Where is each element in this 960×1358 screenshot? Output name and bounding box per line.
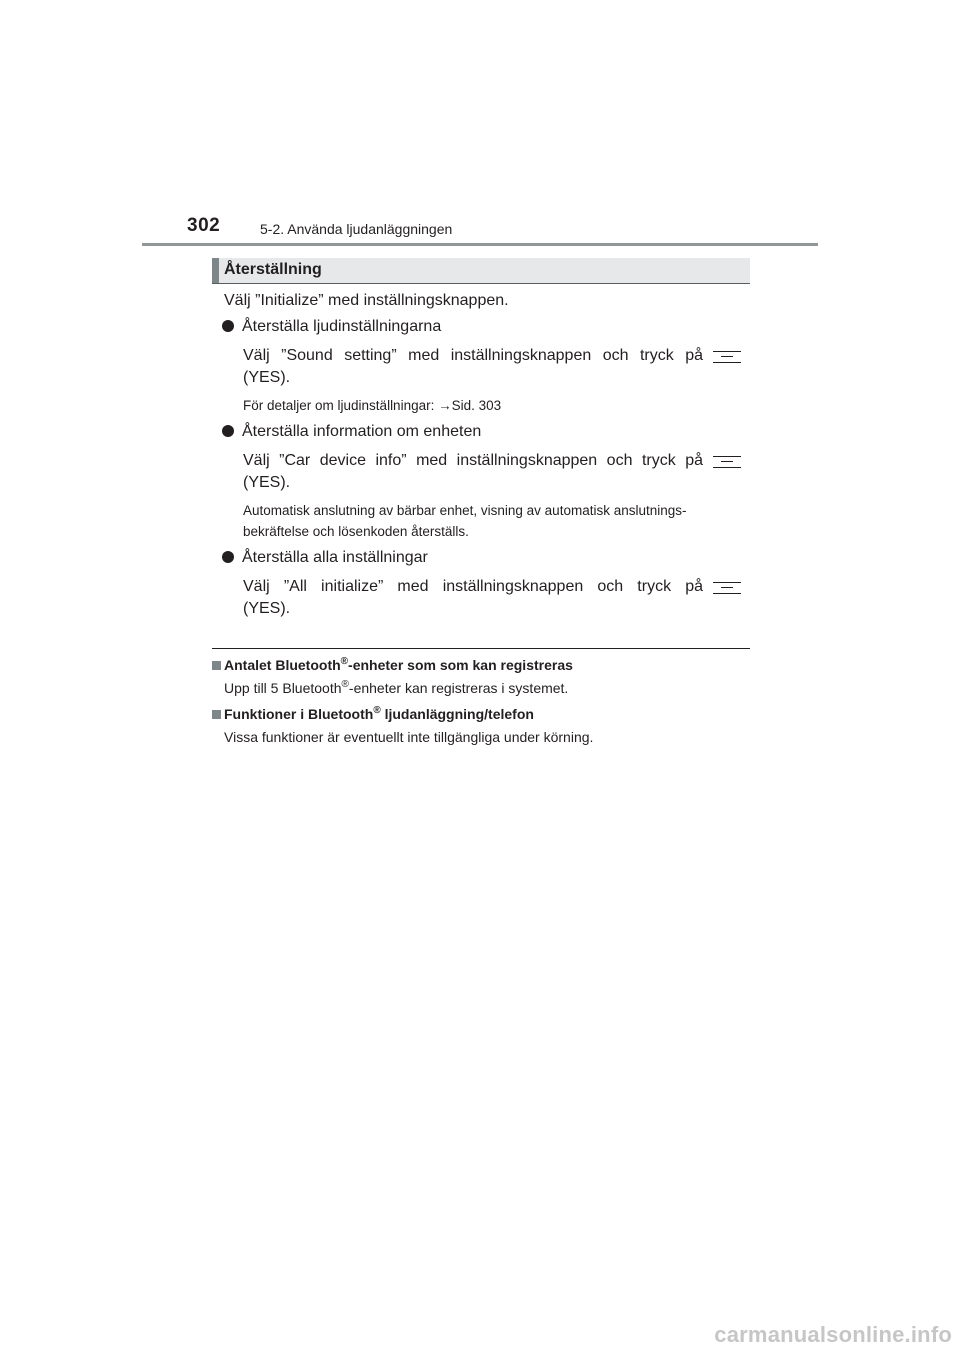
instruction-line: Välj ”All initialize” med inställningsknappen och tryck på xyxy=(243,578,703,595)
section-header xyxy=(212,258,750,284)
instruction-line: Välj ”Sound setting” med inställningsknappen och tryck på xyxy=(243,347,703,364)
bullet-icon xyxy=(222,320,234,332)
bullet-heading: Återställa information om enheten xyxy=(242,423,482,440)
square-bullet-icon xyxy=(212,710,221,719)
watermark: carmanualsonline.info xyxy=(714,1322,952,1347)
bullet-item xyxy=(222,549,428,567)
yes-button-icon xyxy=(713,351,741,363)
yes-button-icon xyxy=(713,582,741,594)
instruction-line: (YES). xyxy=(243,369,291,386)
bullet-item xyxy=(222,318,441,336)
note-text: Automatisk anslutning av bärbar enhet, visning av automatisk anslutnings- xyxy=(243,503,687,518)
note-text: bekräftelse och lösenkoden återställs. xyxy=(243,524,469,539)
header-rule xyxy=(142,243,818,246)
instruction-line: Välj ”Car device info” med inställningsknappen och tryck på xyxy=(243,452,703,469)
note-body: Vissa funktioner är eventuellt inte tillgängliga under körning. xyxy=(224,729,594,745)
note-heading: Funktioner i Bluetooth® ljudanläggning/telefon xyxy=(212,706,534,722)
yes-button-icon xyxy=(713,456,741,468)
bullet-icon xyxy=(222,425,234,437)
page-number: 302 xyxy=(187,215,221,236)
note-heading: Antalet Bluetooth®-enheter som som kan registreras xyxy=(212,657,573,673)
bullet-item xyxy=(222,423,481,441)
bullet-heading: Återställa ljudinställningarna xyxy=(242,318,442,335)
section-divider xyxy=(212,648,750,649)
bullet-icon xyxy=(222,551,234,563)
note-text: För detaljer om ljudinställningar: →Sid. 303 xyxy=(243,398,502,413)
section-accent xyxy=(212,258,219,283)
intro-text: Välj ”Initialize” med inställningsknappen. xyxy=(224,292,509,309)
note-body: Upp till 5 Bluetooth®-enheter kan registreras i systemet. xyxy=(224,679,569,696)
chapter-title: 5-2. Använda ljudanläggningen xyxy=(260,221,453,237)
section-title: Återställning xyxy=(224,261,322,278)
square-bullet-icon xyxy=(212,661,221,670)
instruction-line: (YES). xyxy=(243,474,291,491)
instruction-line: (YES). xyxy=(243,600,291,617)
bullet-heading: Återställa alla inställningar xyxy=(242,549,428,566)
